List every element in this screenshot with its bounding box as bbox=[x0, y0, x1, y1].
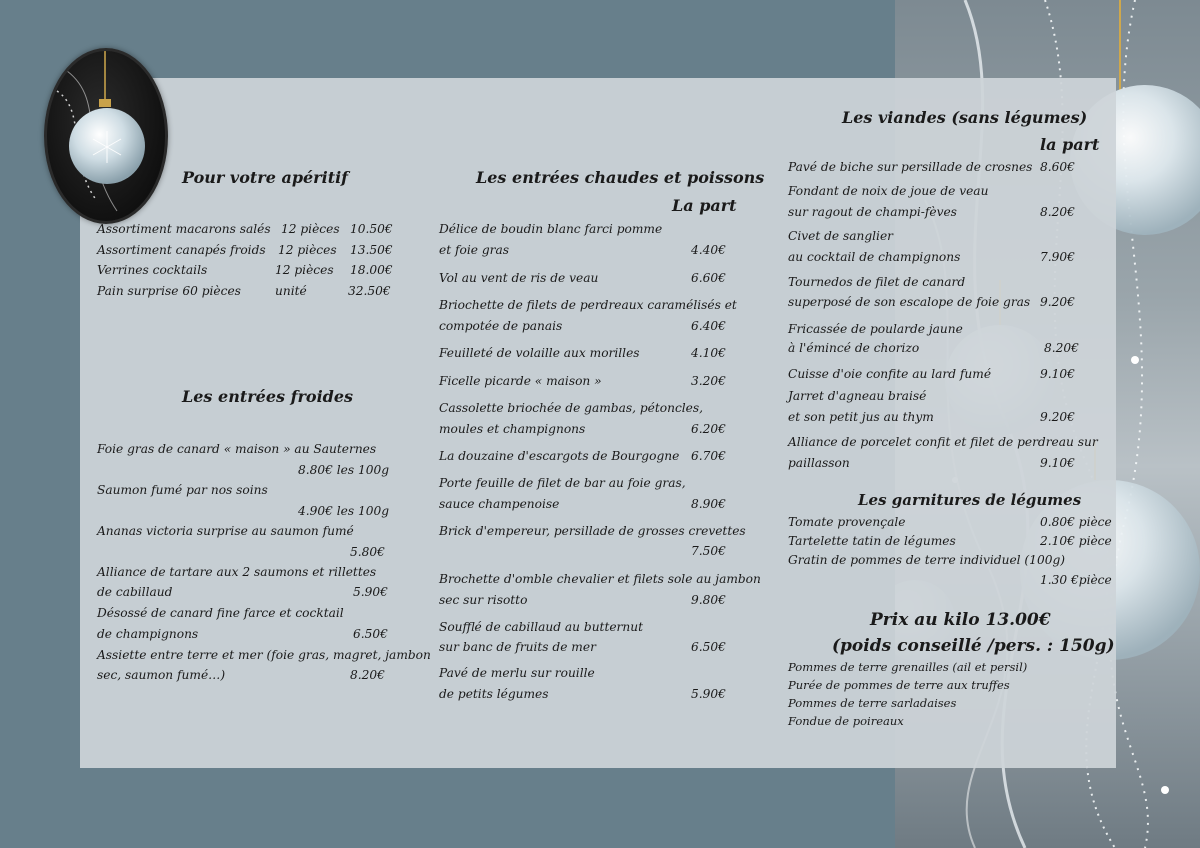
aperitif-item-qty: 12 pièces bbox=[275, 263, 334, 277]
viande-price: 7.90€ bbox=[1040, 250, 1075, 264]
kilo-price-title: Prix au kilo 13.00€ bbox=[870, 610, 1051, 630]
entree-froide-line: Ananas victoria surprise au saumon fumé bbox=[97, 524, 354, 538]
entree-chaude-price: 6.20€ bbox=[691, 422, 726, 436]
viande-price: 8.60€ bbox=[1040, 160, 1075, 174]
entree-froide-price: 8.20€ bbox=[350, 668, 385, 682]
viande-line: Cuisse d'oie confite au lard fumé bbox=[788, 367, 992, 381]
entree-chaude-price: 3.20€ bbox=[691, 374, 726, 388]
aperitif-item-price: 10.50€ bbox=[350, 222, 393, 236]
entree-chaude-price: 5.90€ bbox=[691, 687, 726, 701]
entree-chaude-price: 8.90€ bbox=[691, 497, 726, 511]
kilo-item: Fondue de poireaux bbox=[788, 714, 904, 728]
viande-line: et son petit jus au thym bbox=[788, 410, 934, 424]
viande-line: paillasson bbox=[788, 456, 850, 470]
entree-chaude-line: Briochette de filets de perdreaux caramélisés et bbox=[439, 298, 737, 312]
garniture-price: 2.10€ pièce bbox=[1040, 534, 1112, 548]
viande-price: 9.10€ bbox=[1040, 456, 1075, 470]
viande-price: 9.10€ bbox=[1040, 367, 1075, 381]
entree-froide-price: 6.50€ bbox=[353, 627, 388, 641]
entree-chaude-line: Brick d'empereur, persillade de grosses crevettes bbox=[439, 524, 746, 538]
kilo-item: Pommes de terre sarladaises bbox=[788, 696, 957, 710]
viande-line: Tournedos de filet de canard bbox=[788, 275, 966, 289]
entrees-chaudes-title: Les entrées chaudes et poissons bbox=[476, 168, 765, 187]
garniture-name: Tartelette tatin de légumes bbox=[788, 534, 956, 548]
entree-chaude-line: Cassolette briochée de gambas, pétoncles, bbox=[439, 401, 704, 415]
entree-chaude-line: moules et champignons bbox=[439, 422, 586, 436]
ornament-medallion bbox=[44, 48, 168, 224]
entree-chaude-line: Brochette d'omble chevalier et filets sole au jambon bbox=[439, 572, 761, 586]
aperitif-title: Pour votre apéritif bbox=[182, 168, 349, 187]
entree-froide-line: Foie gras de canard « maison » au Sauternes bbox=[97, 442, 377, 456]
entree-chaude-line: compotée de panais bbox=[439, 319, 563, 333]
entree-chaude-price: 9.80€ bbox=[691, 593, 726, 607]
entree-froide-line: de cabillaud bbox=[97, 585, 173, 599]
entree-chaude-price: 4.40€ bbox=[691, 243, 726, 257]
entree-chaude-price: 4.10€ bbox=[691, 346, 726, 360]
entree-froide-line: Désossé de canard fine farce et cocktail bbox=[97, 606, 344, 620]
garniture-name: Gratin de pommes de terre individuel (100g) bbox=[788, 553, 1066, 567]
entree-chaude-price: 7.50€ bbox=[691, 544, 726, 558]
aperitif-item-name: Verrines cocktails bbox=[97, 263, 208, 277]
entree-froide-line: Saumon fumé par nos soins bbox=[97, 483, 268, 497]
entree-chaude-line: sauce champenoise bbox=[439, 497, 560, 511]
viande-price: 8.20€ bbox=[1040, 205, 1075, 219]
entree-chaude-line: Porte feuille de filet de bar au foie gras, bbox=[439, 476, 686, 490]
entree-chaude-price: 6.60€ bbox=[691, 271, 726, 285]
garniture-price: 1.30 €pièce bbox=[1040, 573, 1112, 587]
aperitif-item-price: 32.50€ bbox=[348, 284, 391, 298]
entree-froide-line: de champignons bbox=[97, 627, 199, 641]
kilo-weight-note: (poids conseillé /pers. : 150g) bbox=[832, 636, 1115, 656]
viande-line: Civet de sanglier bbox=[788, 229, 893, 243]
kilo-item: Pommes de terre grenailles (ail et persil) bbox=[788, 660, 1028, 674]
viandes-subtitle: la part bbox=[1040, 135, 1100, 154]
viande-price: 8.20€ bbox=[1044, 341, 1079, 355]
entrees-chaudes-subtitle: La part bbox=[672, 196, 737, 215]
entree-froide-price: 8.80€ les 100g bbox=[298, 463, 390, 477]
entree-chaude-line: Vol au vent de ris de veau bbox=[439, 271, 599, 285]
entree-chaude-price: 6.50€ bbox=[691, 640, 726, 654]
aperitif-item-qty: 12 pièces bbox=[281, 222, 340, 236]
viande-line: superposé de son escalope de foie gras bbox=[788, 295, 1031, 309]
entrees-froides-title: Les entrées froides bbox=[182, 387, 354, 406]
entree-chaude-line: Ficelle picarde « maison » bbox=[439, 374, 602, 388]
garnitures-title: Les garnitures de légumes bbox=[858, 491, 1082, 509]
ornament-ball-icon bbox=[47, 51, 165, 221]
entree-chaude-line: Feuilleté de volaille aux morilles bbox=[439, 346, 640, 360]
kilo-item: Purée de pommes de terre aux truffes bbox=[788, 678, 1010, 692]
viande-line: au cocktail de champignons bbox=[788, 250, 961, 264]
entree-froide-price: 5.90€ bbox=[353, 585, 388, 599]
viande-line: Fondant de noix de joue de veau bbox=[788, 184, 989, 198]
viande-price: 9.20€ bbox=[1040, 295, 1075, 309]
entree-chaude-line: et foie gras bbox=[439, 243, 509, 257]
viande-line: Jarret d'agneau braisé bbox=[788, 389, 927, 403]
entree-chaude-line: sec sur risotto bbox=[439, 593, 528, 607]
aperitif-item-price: 13.50€ bbox=[350, 243, 393, 257]
entree-chaude-line: La douzaine d'escargots de Bourgogne bbox=[439, 449, 680, 463]
garniture-price: 0.80€ pièce bbox=[1040, 515, 1112, 529]
entree-froide-line: sec, saumon fumé…) bbox=[97, 668, 226, 682]
viande-line: à l'émincé de chorizo bbox=[788, 341, 920, 355]
entree-chaude-price: 6.40€ bbox=[691, 319, 726, 333]
entree-chaude-line: sur banc de fruits de mer bbox=[439, 640, 596, 654]
aperitif-item-name: Pain surprise 60 pièces bbox=[97, 284, 241, 298]
entree-chaude-line: de petits légumes bbox=[439, 687, 549, 701]
viande-line: Fricassée de poularde jaune bbox=[788, 322, 963, 336]
entree-chaude-line: Délice de boudin blanc farci pomme bbox=[439, 222, 663, 236]
aperitif-item-name: Assortiment macarons salés bbox=[97, 222, 271, 236]
garniture-name: Tomate provençale bbox=[788, 515, 906, 529]
entree-froide-line: Assiette entre terre et mer (foie gras, magret, jambon bbox=[97, 648, 431, 662]
entree-chaude-line: Soufflé de cabillaud au butternut bbox=[439, 620, 643, 634]
aperitif-item-qty: 12 pièces bbox=[278, 243, 337, 257]
entree-froide-line: Alliance de tartare aux 2 saumons et rillettes bbox=[97, 565, 377, 579]
viande-line: sur ragout de champi-fèves bbox=[788, 205, 957, 219]
aperitif-item-price: 18.00€ bbox=[350, 263, 393, 277]
viande-line: Pavé de biche sur persillade de crosnes bbox=[788, 160, 1033, 174]
viande-line: Alliance de porcelet confit et filet de perdreau sur bbox=[788, 435, 1098, 449]
viande-price: 9.20€ bbox=[1040, 410, 1075, 424]
entree-chaude-price: 6.70€ bbox=[691, 449, 726, 463]
aperitif-item-qty: unité bbox=[275, 284, 307, 298]
entree-chaude-line: Pavé de merlu sur rouille bbox=[439, 666, 595, 680]
entree-froide-price: 4.90€ les 100g bbox=[298, 504, 390, 518]
viandes-title: Les viandes (sans légumes) bbox=[842, 108, 1088, 127]
entree-froide-price: 5.80€ bbox=[350, 545, 385, 559]
aperitif-item-name: Assortiment canapés froids bbox=[97, 243, 266, 257]
